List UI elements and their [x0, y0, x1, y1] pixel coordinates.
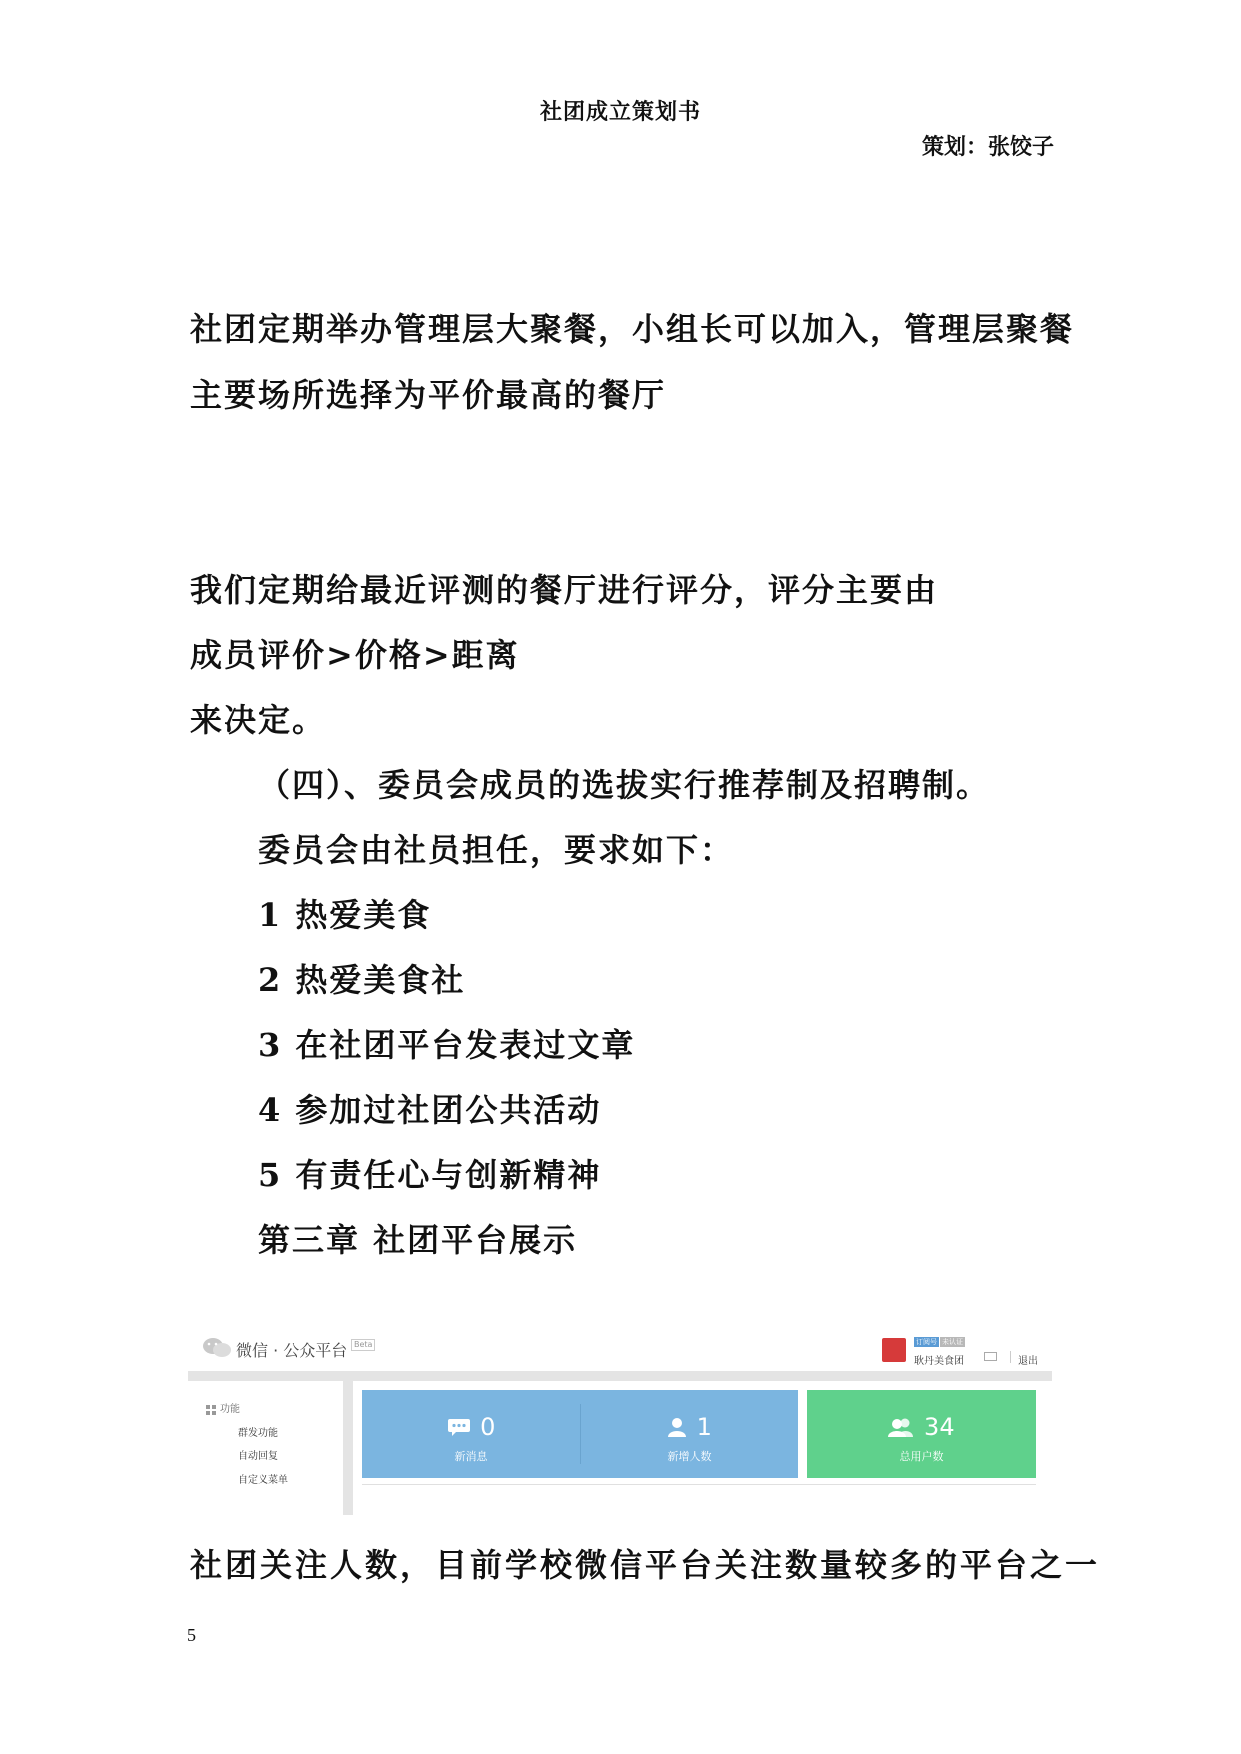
body-paragraph: 成员评价>价格>距离: [190, 636, 520, 674]
screenshot-body: [188, 1371, 1052, 1515]
account-name[interactable]: 耿丹美食团: [914, 1356, 964, 1367]
sidebar-heading: 功能: [220, 1404, 240, 1415]
body-paragraph: 来决定。: [190, 701, 327, 739]
body-paragraph: 社团定期举办管理层大聚餐，小组长可以加入，管理层聚餐: [190, 310, 1075, 348]
body-paragraph: 委员会由社员担任，要求如下：: [258, 831, 735, 869]
stats-area: [353, 1381, 1052, 1515]
mail-icon[interactable]: [984, 1352, 997, 1361]
sidebar-item-broadcast[interactable]: 群发功能: [238, 1428, 278, 1439]
page-number: 5: [187, 1625, 196, 1645]
body-paragraph: 我们定期给最近评测的餐厅进行评分，评分主要由: [190, 571, 939, 609]
stat-value-row: [362, 1414, 580, 1440]
grid-icon: [206, 1400, 216, 1410]
stat-label: 总用户数: [899, 1450, 944, 1463]
users-icon: [888, 1413, 924, 1441]
screenshot-title: 微信 · 公众平台: [236, 1341, 348, 1360]
body-paragraph: 主要场所选择为平价最高的餐厅: [190, 376, 667, 414]
stat-new-followers[interactable]: [581, 1390, 798, 1478]
document-title: 社团成立策划书: [539, 99, 701, 125]
verification-badge: 未认证: [942, 1338, 963, 1346]
sidebar-item-auto-reply[interactable]: 自动回复: [238, 1451, 278, 1462]
stat-total-users[interactable]: [807, 1390, 1036, 1478]
divider: [362, 1484, 1036, 1485]
sidebar: [188, 1381, 343, 1515]
requirement-item: 4 参加过社团公共活动: [258, 1091, 602, 1129]
account-type-badge: 订阅号: [916, 1338, 937, 1346]
screenshot-caption: 社团关注人数，目前学校微信平台关注数量较多的平台之一: [190, 1546, 1101, 1584]
divider: [1010, 1351, 1011, 1363]
chapter-heading: 第三章 社团平台展示: [258, 1221, 578, 1259]
stat-label: 新增人数: [667, 1450, 712, 1463]
section-heading: （四）、委员会成员的选拔实行推荐制及招聘制。: [258, 766, 991, 804]
user-icon: [667, 1413, 697, 1441]
requirement-item: 2 热爱美食社: [258, 961, 466, 999]
logout-link[interactable]: 退出: [1018, 1356, 1038, 1367]
sidebar-item-custom-menu[interactable]: 自定义菜单: [238, 1475, 288, 1486]
beta-tag: Beta: [351, 1339, 375, 1351]
stat-value: 1: [696, 1413, 712, 1441]
avatar[interactable]: [882, 1338, 906, 1362]
stats-panel-green: [807, 1390, 1036, 1478]
stat-label: 新消息: [454, 1450, 488, 1463]
message-icon: [447, 1413, 481, 1441]
wechat-logo-icon: [202, 1337, 232, 1359]
screenshot-topbar: [188, 1325, 1052, 1371]
requirement-item: 5 有责任心与创新精神: [258, 1156, 602, 1194]
requirement-item: 1 热爱美食: [258, 896, 432, 934]
platform-screenshot: [188, 1325, 1052, 1515]
requirement-item: 3 在社团平台发表过文章: [258, 1026, 636, 1064]
stat-new-messages[interactable]: [362, 1390, 580, 1478]
stat-value-row: [581, 1414, 798, 1440]
author-byline: 策划：张饺子: [921, 134, 1054, 160]
stat-value-row: [807, 1414, 1036, 1440]
stat-value: 34: [924, 1413, 955, 1441]
stats-panel-blue: [362, 1390, 798, 1478]
stat-value: 0: [480, 1413, 496, 1441]
